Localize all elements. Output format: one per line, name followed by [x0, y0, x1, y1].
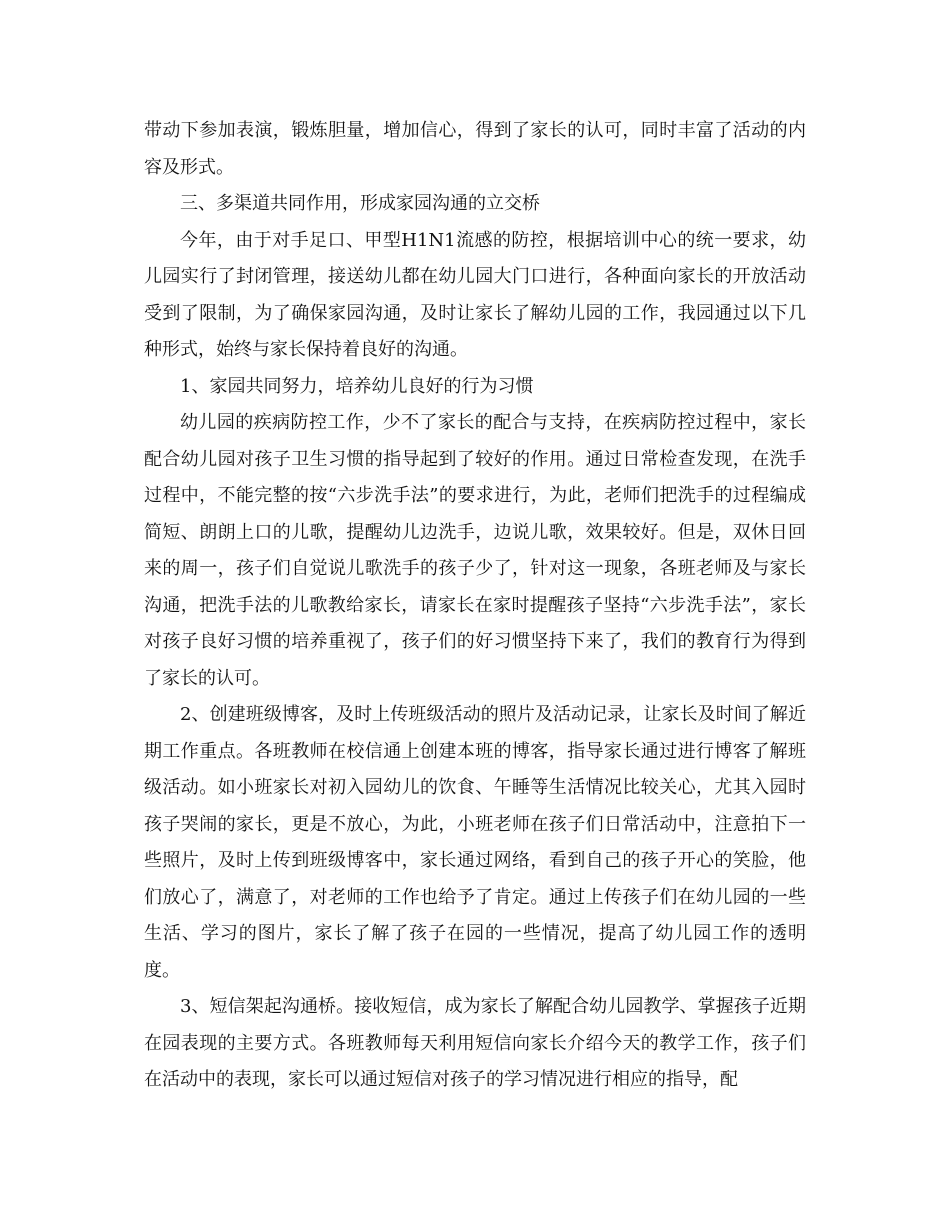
paragraph-hygiene: 幼儿园的疾病防控工作，少不了家长的配合与支持，在疾病防控过程中，家长配合幼儿园对孩子卫生习惯的指导起到了较好的作用。通过日常检查发现，在洗手过程中，不能完整的按“六步洗手法”的要求进行，为此，老师们把洗手的过程编成简短、朗朗上口的儿歌，提醒幼儿边洗手，边说儿歌，效果较好。但是，双休日回来的周一，孩子们自觉说儿歌洗手的孩子少了，针对这一现象，各班老师及与家长沟通，把洗手法的儿歌教给家长，请家长在家时提醒孩子坚持“六步洗手法”，家长对孩子良好习惯的培养重视了，孩子们的好习惯坚持下来了，我们的教育行为得到了家长的认可。 — [144, 412, 806, 689]
section-heading-3: 三、多渠道共同作用，形成家园沟通的立交桥 — [180, 193, 540, 214]
document-body — [144, 113, 806, 1099]
paragraph-sms: 3、短信架起沟通桥。接收短信，成为家长了解配合幼儿园教学、掌握孩子近期在园表现的主要方式。各班教师每天利用短信向家长介绍今天的教学工作，孩子们在活动中的表现，家长可以通过短信对孩子的学习情况进行相应的指导，配 — [144, 996, 806, 1090]
subheading-1: 1、家园共同努力，培养幼儿良好的行为习惯 — [180, 375, 534, 397]
paragraph-continuation: 带动下参加表演，锻炼胆量，增加信心，得到了家长的认可，同时丰富了活动的内容及形式。 — [144, 120, 806, 178]
paragraph-intro: 今年，由于对手足口、甲型H1N1流感的防控，根据培训中心的统一要求，幼儿园实行了封闭管理，接送幼儿都在幼儿园大门口进行，各种面向家长的开放活动受到了限制，为了确保家园沟通，及时让家长了解幼儿园的工作，我园通过以下几种形式，始终与家长保持着良好的沟通。 — [144, 229, 806, 360]
paragraph-class-blog: 2、创建班级博客，及时上传班级活动的照片及活动记录，让家长及时间了解近期工作重点。各班教师在校信通上创建本班的博客，指导家长通过进行博客了解班级活动。如小班家长对初入园幼儿的饮食、午睡等生活情况比较关心，尤其入园时孩子哭闹的家长，更是不放心，为此，小班老师在孩子们日常活动中，注意拍下一些照片，及时上传到班级博客中，家长通过网络，看到自己的孩子开心的笑脸，他们放心了，满意了，对老师的工作也给予了肯定。通过上传孩子们在幼儿园的一些生活、学习的图片，家长了解了孩子在园的一些情况，提高了幼儿园工作的透明度。 — [144, 704, 806, 981]
